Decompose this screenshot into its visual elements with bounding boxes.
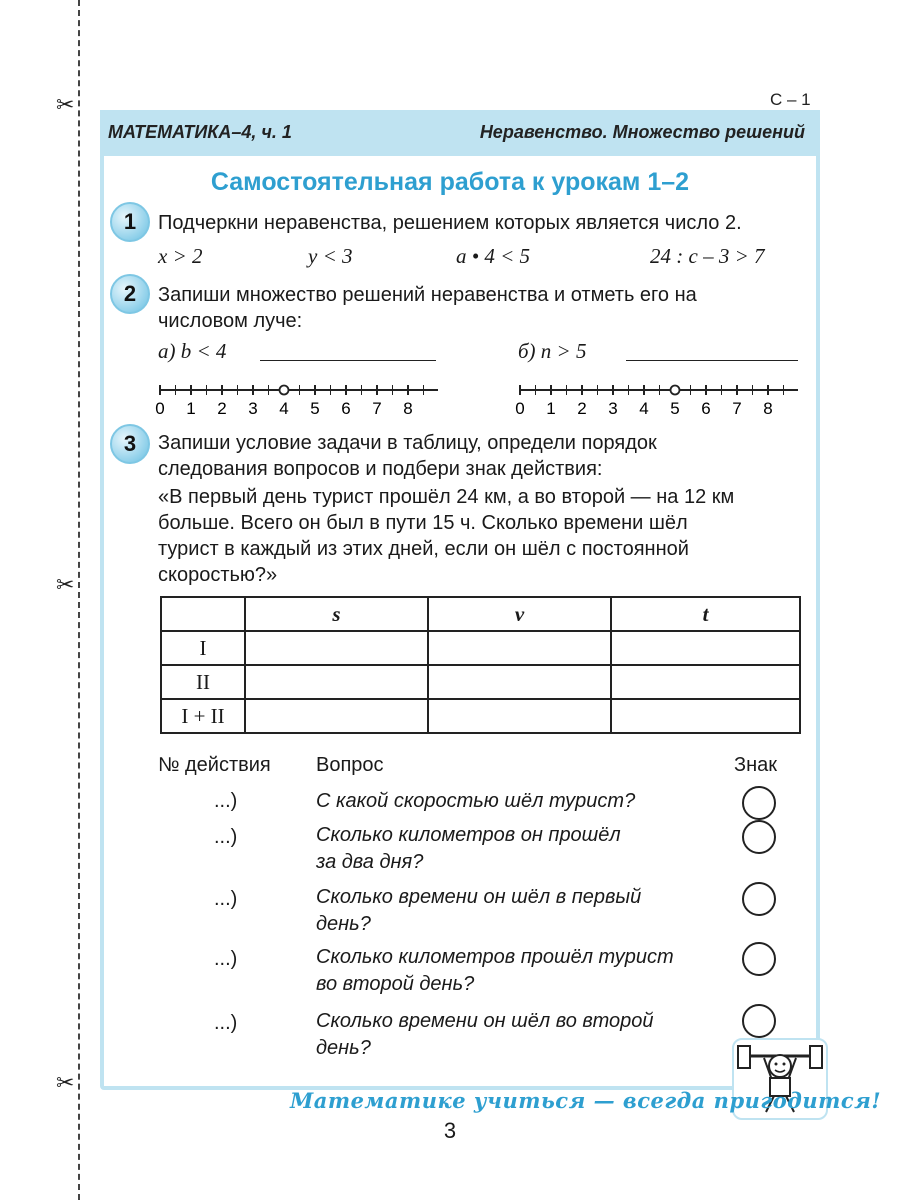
- task3-line-4: больше. Всего он был в пути 15 ч. Сколько времени шёл: [158, 512, 688, 534]
- scissors-icon: ✂: [56, 572, 75, 597]
- question-3: [316, 884, 736, 938]
- open-point: [671, 386, 680, 395]
- action-number-slot[interactable]: ...): [214, 948, 238, 970]
- task2b-label: б) n > 5: [518, 339, 587, 363]
- table-header-cell: s: [245, 597, 428, 631]
- question-4: [316, 944, 736, 998]
- task1-text: Подчеркни неравенства, решением которых является число 2.: [158, 212, 742, 234]
- ray-tick-label: 6: [341, 399, 351, 418]
- inequality-1[interactable]: x > 2: [158, 244, 203, 268]
- table-cell[interactable]: [245, 631, 428, 665]
- ray-tick-label: 1: [186, 399, 196, 418]
- question-line: день?: [316, 913, 371, 935]
- sign-circle[interactable]: [742, 786, 776, 820]
- scissors-icon: ✂: [56, 92, 75, 117]
- open-point: [280, 386, 289, 395]
- ray-tick-label: 2: [577, 399, 587, 418]
- table-header-row: [161, 597, 800, 631]
- ray-tick-label: 7: [732, 399, 742, 418]
- table-row: [161, 699, 800, 733]
- action-number-slot[interactable]: ...): [214, 790, 238, 812]
- ray-tick-label: 5: [670, 399, 680, 418]
- condition-table: [160, 596, 801, 734]
- question-line: за два дня?: [316, 851, 424, 873]
- inequality-2[interactable]: y < 3: [308, 244, 353, 268]
- task2-text-line1: Запиши множество решений неравенства и отметь его на: [158, 284, 697, 306]
- question-line: С какой скоростью шёл турист?: [316, 790, 636, 812]
- action-number-slot[interactable]: ...): [214, 888, 238, 910]
- table-cell[interactable]: [428, 631, 611, 665]
- motto: Математике учиться — всегда пригодится!: [290, 1088, 882, 1113]
- row-label: II: [161, 665, 245, 699]
- table-row: [161, 665, 800, 699]
- task-number-3: 3: [110, 424, 150, 464]
- ray-tick-label: 0: [515, 399, 525, 418]
- question-line: Сколько километров прошёл турист: [316, 946, 674, 968]
- page-code: С – 1: [770, 90, 811, 109]
- sign-circle[interactable]: [742, 1004, 776, 1038]
- sign-circle[interactable]: [742, 882, 776, 916]
- answer-line-a[interactable]: [260, 360, 436, 361]
- number-ray-b[interactable]: [510, 378, 810, 418]
- table-cell[interactable]: [428, 665, 611, 699]
- task3-line-3: «В первый день турист прошёл 24 км, а во второй — на 12 км: [158, 486, 735, 508]
- ray-tick-label: 4: [279, 399, 289, 418]
- task2-text-line2: числовом луче:: [158, 310, 303, 332]
- task3-line-5: турист в каждый из этих дней, если он шёл с постоянной: [158, 538, 689, 560]
- question-line: Сколько времени он шёл во второй: [316, 1010, 654, 1032]
- ray-tick-label: 7: [372, 399, 382, 418]
- table-header-cell: t: [611, 597, 800, 631]
- table-cell[interactable]: [611, 665, 800, 699]
- ray-tick-label: 3: [248, 399, 258, 418]
- question-line: Сколько времени он шёл в первый: [316, 886, 642, 908]
- row-label: I: [161, 631, 245, 665]
- question-line: день?: [316, 1037, 371, 1059]
- table-header-cell: v: [428, 597, 611, 631]
- ray-tick-label: 6: [701, 399, 711, 418]
- ray-tick-label: 8: [763, 399, 773, 418]
- row-label: I + II: [161, 699, 245, 733]
- task3-line-2: следования вопросов и подбери знак действия:: [158, 458, 603, 480]
- table-cell[interactable]: [245, 665, 428, 699]
- table-cell[interactable]: [611, 699, 800, 733]
- number-ray-a[interactable]: [150, 378, 450, 418]
- column-sign-header: Знак: [734, 754, 777, 776]
- topic-title: Неравенство. Множество решений: [479, 122, 805, 142]
- task3-line-6: скоростью?»: [158, 564, 278, 586]
- table-cell[interactable]: [611, 631, 800, 665]
- table-cell[interactable]: [428, 699, 611, 733]
- column-question-header: Вопрос: [316, 754, 384, 776]
- ray-tick-label: 0: [155, 399, 165, 418]
- question-1: [316, 788, 736, 815]
- task-number-1: 1: [110, 202, 150, 242]
- task2a-label: а) b < 4: [158, 339, 227, 363]
- ray-tick-label: 4: [639, 399, 649, 418]
- action-number-slot[interactable]: ...): [214, 826, 238, 848]
- table-header-cell: [161, 597, 245, 631]
- ray-tick-label: 3: [608, 399, 618, 418]
- sign-circle[interactable]: [742, 820, 776, 854]
- ray-tick-label: 2: [217, 399, 227, 418]
- ray-tick-label: 1: [546, 399, 556, 418]
- page-title: Самостоятельная работа к урокам 1–2: [210, 168, 690, 196]
- page-number: 3: [443, 1118, 457, 1143]
- question-5: [316, 1008, 736, 1062]
- table-row: [161, 631, 800, 665]
- sign-circle[interactable]: [742, 942, 776, 976]
- ray-tick-label: 8: [403, 399, 413, 418]
- answer-line-b[interactable]: [626, 360, 798, 361]
- ray-tick-label: 5: [310, 399, 320, 418]
- inequality-4[interactable]: 24 : c – 3 > 7: [650, 244, 765, 268]
- scissors-icon: ✂: [56, 1070, 75, 1095]
- task-number-2: 2: [110, 274, 150, 314]
- action-number-slot[interactable]: ...): [214, 1012, 238, 1034]
- subject-title: МАТЕМАТИКА–4, ч. 1: [108, 122, 292, 142]
- table-cell[interactable]: [245, 699, 428, 733]
- task3-line-1: Запиши условие задачи в таблицу, определи порядок: [158, 432, 657, 454]
- question-line: Сколько километров он прошёл: [316, 824, 621, 846]
- question-line: во второй день?: [316, 973, 475, 995]
- column-number-header: № действия: [158, 754, 271, 776]
- question-2: [316, 822, 736, 876]
- inequality-3[interactable]: a • 4 < 5: [456, 244, 531, 268]
